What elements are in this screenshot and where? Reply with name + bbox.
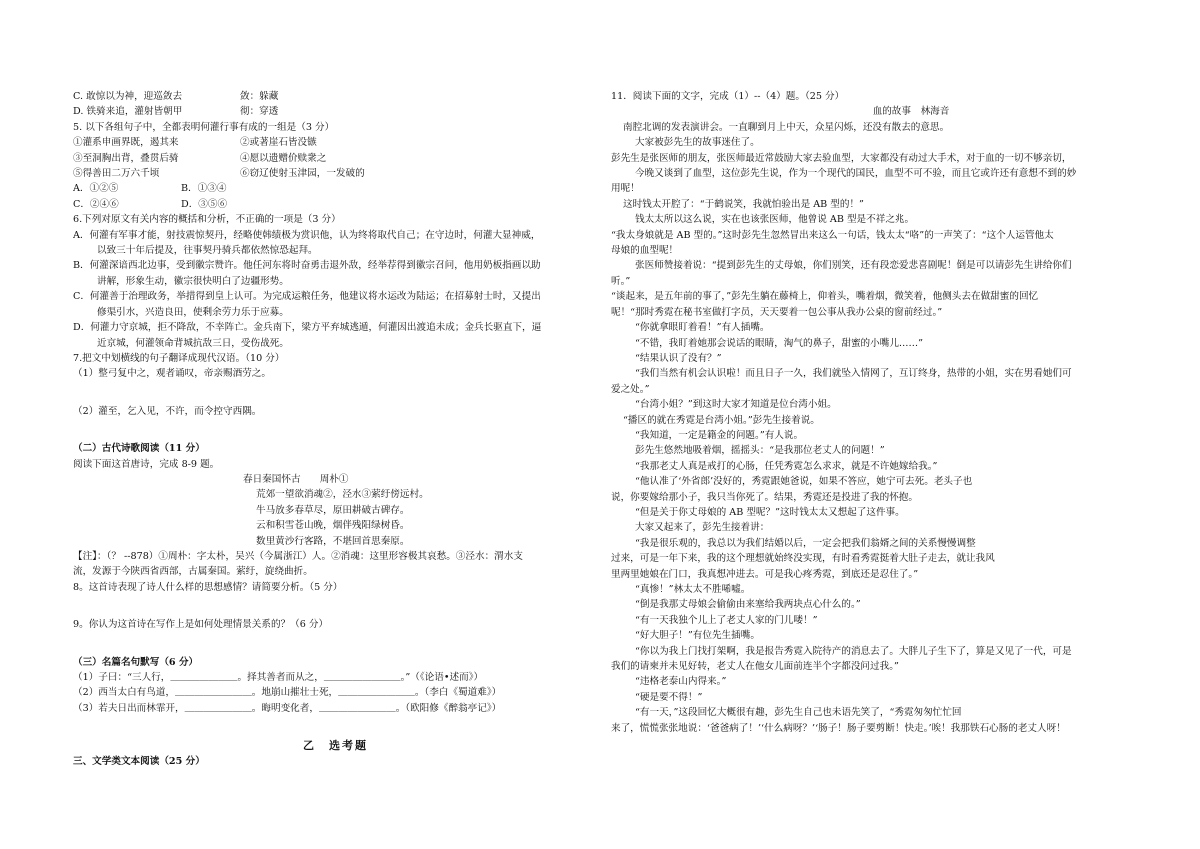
q6-option-d-cont: 近京城，何灌领命背城抗敌三日，受伤战死。: [97, 337, 289, 349]
q7-sentence-1: （1）整弓复中之，观者诵叹，帝亲赐酒劳之。: [73, 368, 271, 380]
story-paragraph: 今晚又谈到了血型，这位彭先生说，作为一个现代的国民，血型不可不验，而且它或许还有意想不到的妙: [635, 168, 1077, 180]
q6-option-b: B．何灌深谙西北边事，受到徽宗赞许。他任河东将时奋勇击退外敌，经举荐得到徽宗召问，他用奶板指画以助: [73, 260, 541, 272]
story-paragraph: “有一天我独个儿上了老丈人家的门儿喽！”: [635, 614, 818, 626]
story-paragraph: 说，你要嫁给那小子，我只当你死了。结果，秀霓还是投进了我的怀抱。: [611, 491, 918, 503]
story-paragraph: 爱之处。”: [611, 383, 650, 395]
story-paragraph: “不错，我盯着她那会说话的眼睛，淘气的鼻子，甜蜜的小嘴儿……”: [635, 337, 924, 349]
dictation-2: （2）西当太白有鸟道，＿＿＿＿＿＿＿＿。地崩山摧壮士死，＿＿＿＿＿＿＿＿。（李白《蜀道难》）: [73, 687, 502, 699]
story-paragraph: “我那老丈人真是戒打的心肠，任凭秀霓怎么求求，就是不许她嫁给我。”: [635, 460, 938, 472]
q7-sentence-2: （2）灌至，乞入见，不许，而令控守西隅。: [73, 405, 262, 417]
story-paragraph: “他认准了‘外省郎’没好的，秀霓跟她爸说，如果不答应，她宁可去死。老头子也: [635, 476, 973, 488]
story-paragraph: 彭先生悠然地吸着烟，摇摇头：“是我那位老丈人的问题！”: [635, 445, 885, 457]
story-paragraph: “我们当然有机会认识啦！而且日子一久，我们就坠入情网了，互订终身，热带的小姐，实在男看她们可: [635, 368, 1072, 380]
q9: 9。你认为这首诗在写作上是如何处理情景关系的？（6 分）: [73, 619, 329, 631]
q5-choices-row: C．②④⑥ D．③⑤⑥: [73, 198, 228, 210]
section-poetry-intro: 阅读下面这首唐诗，完成 8-9 题。: [73, 458, 220, 470]
poem-title: 春日秦国怀古 周朴①: [243, 473, 349, 485]
story-paragraph: 大家被彭先生的故事迷住了。: [635, 137, 760, 149]
q6-option-c: C．何灌善于治理政务，举措得到皇上认可。为完成运粮任务，他建议将水运改为陆运；在招募射士时，又提出: [73, 291, 541, 303]
dictation-1: （1）子曰：“三人行，＿＿＿＿＿＿＿。择其善者而从之，＿＿＿＿＿＿＿＿。”（《论语•述而》）: [73, 672, 484, 683]
q6-option-b-cont: 讲解，形象生动，徽宗很快明白了边疆形势。: [97, 275, 289, 287]
story-paragraph: 过来，可是一年下来，我的这个理想就始终没实现，有时看秀霓挺着大肚子走去，就让我风: [611, 553, 995, 565]
section-dictation-title: （三）名篇名句默写（6 分）: [73, 656, 199, 668]
q6-option-d: D．何灌力守京城，拒不降敌，不幸阵亡。金兵南下，梁方平弃城逃遁，何灌因出渡追未成；金兵长驱直下，逼: [73, 322, 542, 334]
story-title: 血的故事 林海音: [872, 106, 950, 118]
story-paragraph: 母娘的血型呢！: [611, 245, 679, 257]
story-paragraph: 用呢！: [611, 183, 640, 195]
story-paragraph: “好大胆子！”有位先生插嘴。: [635, 630, 760, 642]
story-paragraph: “真惨！”林太太不胜唏嘘。: [635, 584, 751, 595]
story-paragraph: “硬是要不得！”: [635, 691, 703, 703]
q6-option-a-cont: 以致三十年后提及，往事契丹骑兵都依然惊恐起拜。: [97, 245, 318, 257]
dictation-3: （3）若夫日出而林霏开，＿＿＿＿＿＿＿。晦明变化者，＿＿＿＿＿＿＿＿。（欧阳修《醉翁亭记》）: [73, 702, 502, 714]
story-paragraph: 南腔北调的发表演讲会。一直聊到月上中天，众星闪烁，还没有散去的意思。: [623, 121, 950, 133]
story-paragraph: 来了，慌慌张张地说：‘爸爸病了！’‘什么病呀？’‘肠子！肠子要剪断！快走。’唉！我那铁石心肠的老丈人呀！: [611, 722, 1066, 734]
q6-option-a: A．何灌有军事才能，射技震惊契丹，经略使韩绩极为赏识他，认为终将取代自己；在守边时，何灌大显神威，: [73, 229, 541, 241]
story-paragraph: 这时钱太开腔了：“于鹤说笑，我就怕验出是 AB 型的！”: [623, 198, 864, 210]
story-paragraph: “我知道，一定是籍金的问题。”有人说。: [635, 429, 804, 441]
q6-stem: 6.下列对原文有关内容的概括和分析，不正确的一项是（3 分）: [73, 214, 341, 226]
right-column: [611, 89, 1131, 736]
story-paragraph: 呢！“那时秀霓在秘书室做打字员，天天要着一包公事从我办公桌的窗前经过。”: [611, 306, 943, 318]
q5-stem: 5. 以下各组句子中，全都表明何灌行事有成的一组是（3 分）: [73, 121, 335, 133]
poem-line: 云和积雪苍山晚，烟伴残阳绿树昏。: [256, 520, 410, 532]
story-paragraph: “播区的就在秀霓是台湾小姐。”彭先生接着说。: [623, 414, 820, 426]
section-literature-title: 三、文学类文本阅读（25 分）: [73, 755, 205, 767]
q5-items-row: ⑤得善田二万六千顷 ⑥窃辽使射玉津园，一发破的: [73, 168, 365, 180]
story-paragraph: “但是关于你丈母娘的 AB 型呢？”这时钱太太又想起了这件事。: [635, 506, 905, 518]
poem-line: 荒郊一望欲消魂②，泾水③萦纡傍远村。: [256, 489, 429, 501]
q6-option-c-cont: 修渠引水，兴造良田，使剩余劳力乐于应募。: [97, 306, 289, 318]
story-paragraph: “我是很乐观的，我总以为我们结婚以后，一定会把我们翁婿之间的关系慢慢调整: [635, 537, 976, 549]
story-paragraph: “有一天，”这段回忆大概很有趣，彭先生自己也未语先笑了，“秀霓匆匆忙忙回: [635, 707, 962, 719]
story-paragraph: “你以为我上门找打架啊，我是报告秀霓入院待产的消息去了。大胖儿子生下了，算是又见了一代，可是: [635, 645, 1072, 657]
story-paragraph: 大家又起来了，彭先生接着讲：: [635, 522, 770, 534]
story-paragraph: 钱太太所以这么说，实在也该张医师，他曾说 AB 型是不祥之兆。: [635, 214, 915, 226]
story-paragraph: “谈起来，是五年前的事了，”彭先生躺在藤椅上，仰着头，嘴着烟，微笑着，他侧头去在做甜蜜的回忆: [611, 291, 1039, 303]
poem-line: 牛马放多春草尽，原田耕破古碑存。: [256, 504, 410, 516]
story-paragraph: “台湾小姐？”到这时大家才知道是位台湾小姐。: [635, 399, 837, 411]
q4-option-d: D. 铁骑来追，灌射皆朝甲 彻：穿透: [73, 106, 279, 118]
story-paragraph: 彭先生是张医师的朋友，张医师最近常鼓励大家去验血型，大家都没有动过大手术，对于血的一切不够亲切，: [611, 152, 1072, 164]
q11-stem: 11．阅读下面的文字，完成（1）--（4）题。（25 分）: [611, 91, 845, 102]
story-paragraph: 里两里她娘在门口，我真想冲进去。可是我心疼秀霓，到底还是忍住了。”: [611, 568, 919, 580]
poem-line: 数里黄沙行客路，不堪回首思秦原。: [256, 535, 410, 547]
story-paragraph: “违格老泰山内得来。”: [635, 676, 727, 688]
section-poetry-title: （二）古代诗歌阅读（11 分）: [73, 443, 205, 455]
part-b-title: 乙 选考题: [303, 739, 368, 753]
story-paragraph: 张医师赞接着说：“提到彭先生的丈母娘，你们别笑，还有段恋爱悲喜剧呢！倒是可以请彭先生讲给你们: [635, 260, 1072, 272]
q5-items-row: ③至洞胸出背，叠贯后骑 ④愿以遗赠价赎衆之: [73, 152, 327, 164]
left-column: [73, 89, 598, 769]
q4-option-c: C. 敢惊以为神，迎巡敛去 敛：躲藏: [73, 91, 279, 102]
poem-note-cont: 流，发源于今陕西省西部，古属秦国。萦纡，旋绕曲折。: [73, 566, 313, 578]
story-paragraph: 听。”: [611, 275, 631, 287]
story-paragraph: “你就拿眼盯着看！”有人插嘴。: [635, 322, 770, 334]
story-paragraph: 我们的请柬并未见好转，老丈人在他女儿面前连半个字都没问过我。”: [611, 661, 899, 673]
story-paragraph: “结果认识了没有？”: [635, 352, 722, 364]
q5-items-row: ①灌系申画界既，遏其来 ②或著崖石皆没镞: [73, 137, 317, 149]
q5-choices-row: A．①②⑤ B．①③④: [73, 183, 227, 195]
story-paragraph: “我太身娘就是 AB 型的。”这时彭先生忽然冒出来这么一句话，钱太太“咯”的一声笑了：“这个人运管他太: [611, 229, 1054, 241]
q8: 8。这首诗表现了诗人什么样的思想感情？请简要分析。（5 分）: [73, 581, 343, 593]
poem-note: 【注】：（？ --878）①周朴：字太朴，吴兴（今属浙江）人。②消魂：这里形容极其哀愁。③泾水：渭水支: [73, 550, 523, 562]
story-paragraph: “倒是我那丈母娘会偷偷由来塞给我两块点心什么的。”: [635, 599, 861, 611]
q7-stem: 7.把文中划横线的句子翻译成现代汉语。（10 分）: [73, 352, 285, 364]
